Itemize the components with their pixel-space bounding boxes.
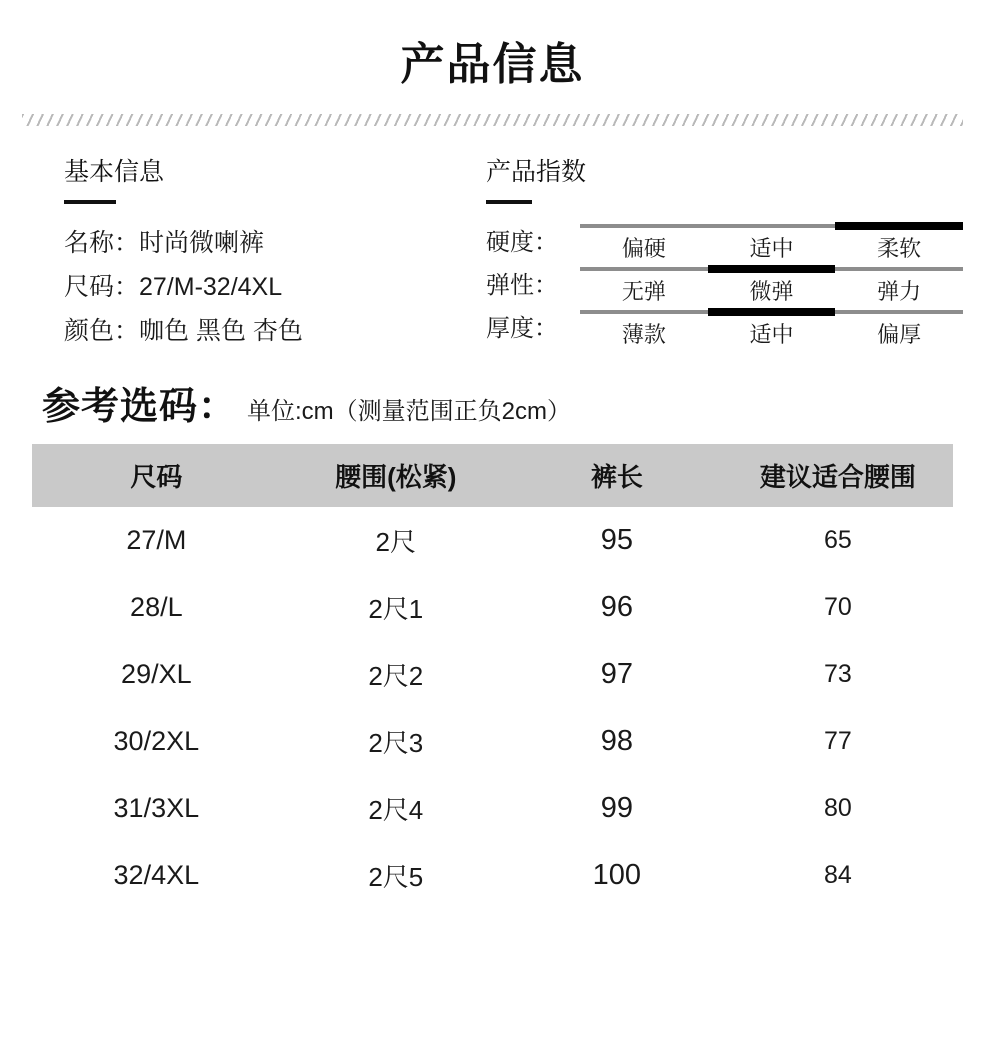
cell-size: 29/XL — [121, 659, 192, 690]
cell-length: 98 — [600, 725, 633, 758]
meter-option: 柔软 — [877, 236, 922, 261]
index-label-thickness: 厚度： — [486, 315, 558, 342]
meter-fill — [708, 265, 836, 273]
column-header-size: 尺码 — [32, 444, 281, 507]
cell-waist: 2尺2 — [368, 661, 424, 692]
product-index-section — [462, 152, 963, 353]
table-row — [32, 641, 953, 708]
meter-option: 薄款 — [621, 322, 666, 347]
table-row — [32, 574, 953, 641]
column-header-waist: 腰围(松紧) — [281, 444, 511, 507]
meter-option: 适中 — [749, 236, 794, 261]
product-info-page — [0, 28, 985, 909]
reference-note: 单位:cm（测量范围正负2cm） — [247, 398, 572, 426]
cell-size: 31/3XL — [113, 793, 200, 824]
column-header-length: 裤长 — [511, 444, 723, 507]
table-row — [32, 775, 953, 842]
index-meter-elasticity — [580, 267, 963, 306]
meter-option: 适中 — [749, 322, 794, 347]
cell-suggested-waist: 80 — [823, 794, 852, 823]
cell-waist: 2尺5 — [368, 862, 424, 893]
basic-info-size: 尺码：27/M-32/4XL — [64, 272, 283, 301]
cell-waist: 2尺4 — [368, 795, 424, 826]
index-meter-thickness — [580, 310, 963, 349]
page-title: 产品信息 — [400, 40, 585, 89]
meter-scale — [580, 275, 963, 306]
index-label-hardness: 硬度： — [486, 229, 558, 256]
meter-scale — [580, 318, 963, 349]
cell-size: 28/L — [130, 592, 183, 623]
cell-length: 97 — [600, 658, 633, 691]
product-index-heading: 产品指数 — [486, 158, 587, 186]
basic-info-name: 名称：时尚微喇裤 — [64, 229, 265, 257]
cell-length: 96 — [600, 591, 633, 624]
meter-track — [580, 224, 963, 228]
index-row-hardness — [486, 222, 963, 263]
table-row — [32, 708, 953, 775]
index-meter-hardness — [580, 224, 963, 263]
cell-size: 30/2XL — [113, 726, 200, 757]
cell-waist: 2尺3 — [368, 728, 424, 759]
table-row — [32, 842, 953, 909]
meter-option: 弹力 — [877, 279, 922, 304]
table-row — [32, 507, 953, 574]
cell-length: 95 — [600, 524, 633, 557]
cell-size: 27/M — [126, 525, 187, 556]
cell-length: 99 — [600, 792, 633, 825]
column-header-suggested-waist: 建议适合腰围 — [723, 444, 953, 507]
index-row-elasticity — [486, 265, 963, 306]
meter-track — [580, 310, 963, 314]
basic-info-section — [22, 152, 462, 353]
meter-track — [580, 267, 963, 271]
cell-suggested-waist: 65 — [823, 526, 852, 555]
reference-title: 参考选码： — [42, 386, 238, 429]
meter-option: 无弹 — [621, 279, 666, 304]
cell-waist: 2尺1 — [368, 594, 424, 625]
cell-waist: 2尺 — [375, 527, 417, 558]
reference-heading — [0, 375, 985, 430]
table-header-row — [32, 444, 953, 507]
product-index-underline — [486, 200, 532, 204]
index-label-elasticity: 弹性： — [486, 272, 558, 299]
cell-suggested-waist: 77 — [823, 727, 852, 756]
cell-length: 100 — [592, 859, 642, 892]
meter-option: 偏厚 — [877, 322, 922, 347]
dashed-divider — [22, 114, 963, 126]
info-columns — [0, 152, 985, 353]
meter-option: 微弹 — [749, 279, 794, 304]
meter-fill — [835, 222, 963, 230]
basic-info-heading: 基本信息 — [64, 158, 165, 186]
basic-info-underline — [64, 200, 116, 204]
meter-option: 偏硬 — [621, 236, 666, 261]
cell-suggested-waist: 70 — [823, 593, 852, 622]
size-table — [32, 444, 953, 909]
index-row-thickness — [486, 308, 963, 349]
meter-scale — [580, 232, 963, 263]
basic-info-color: 颜色：咖色 黑色 杏色 — [64, 316, 303, 345]
cell-size: 32/4XL — [113, 860, 200, 891]
meter-fill — [708, 308, 836, 316]
cell-suggested-waist: 84 — [823, 861, 852, 890]
cell-suggested-waist: 73 — [823, 660, 852, 689]
